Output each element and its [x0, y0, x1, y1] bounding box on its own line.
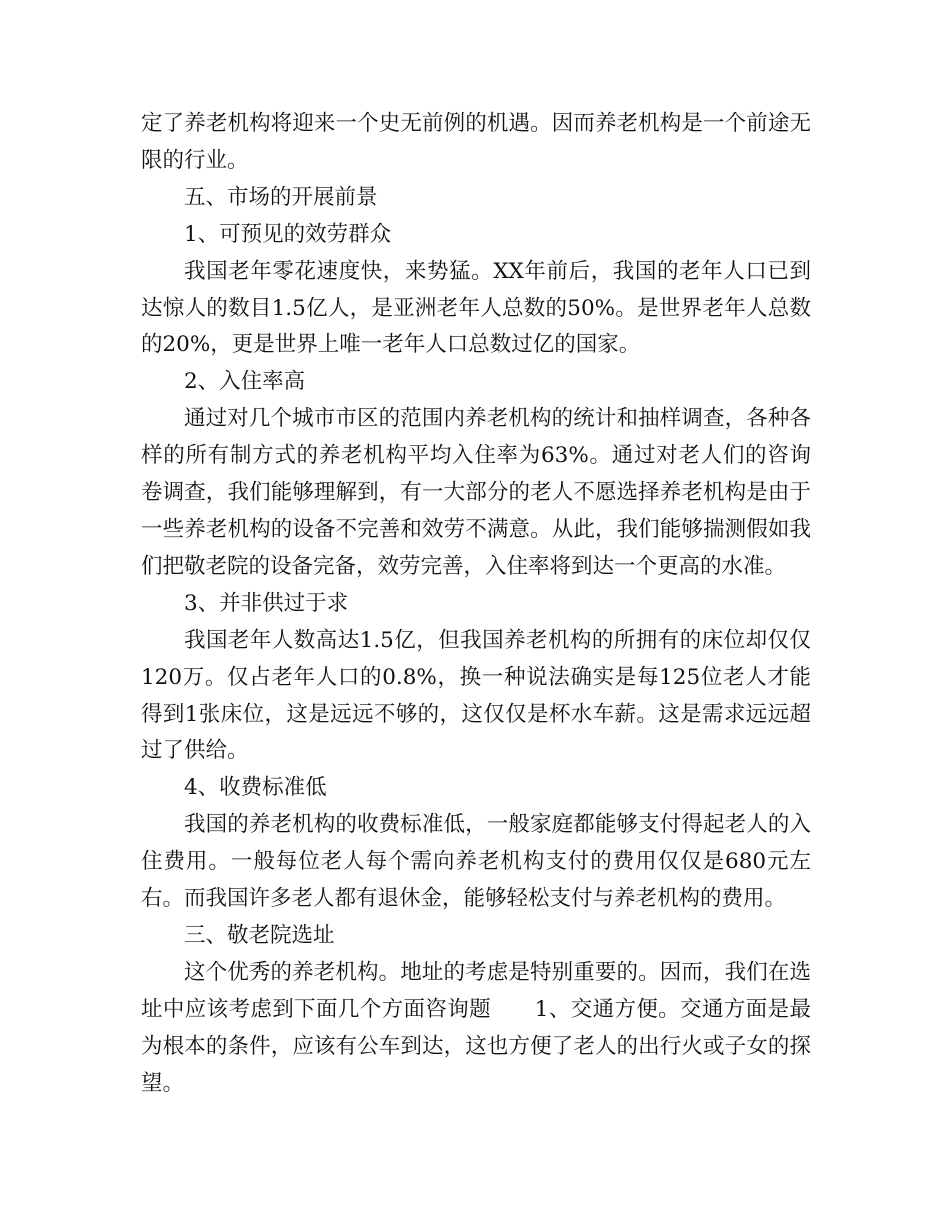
paragraph-intro-continuation: 定了养老机构将迎来一个史无前例的机遇。因而养老机构是一个前途无限的行业。 — [141, 111, 811, 173]
paragraph-site-selection: 这个优秀的养老机构。地址的考虑是特别重要的。因而，我们在选址中应该考虑到下面几个方面咨询题 1、交通方便。交通方面是最为根本的条件，应该有公车到达，这也方便了老人的出行火或子女的探望。 — [141, 959, 811, 1096]
paragraph-fee-standard: 我国的养老机构的收费标准低，一般家庭都能够支付得起老人的入住费用。一般每位老人每个需向养老机构支付的费用仅仅是680元左右。而我国许多老人都有退休金，能够轻松支付与养老机构的费用。 — [141, 812, 811, 912]
subheading-low-fees: 4、收费标准低 — [184, 775, 327, 801]
subheading-not-oversupplied: 3、并非供过于求 — [184, 590, 349, 616]
paragraph-occupancy-survey: 通过对几个城市市区的范围内养老机构的统计和抽样调查，各种各样的所有制方式的养老机构平均入住率为63%。通过对老人们的咨询卷调查，我们能够理解到，有一大部分的老人不愿选择养老机构是由于一些养老机构的设备不完善和效劳不满意。从此，我们能够揣测假如我们把敬老院的设备完备，效劳完善，入住率将到达一个更高的水准。 — [141, 406, 811, 579]
subheading-foreseeable-customers: 1、可预见的效劳群众 — [184, 221, 392, 247]
paragraph-bed-shortage: 我国老年人数高达1.5亿，但我国养老机构的所拥有的床位却仅仅120万。仅占老年人口的0.8%，换一种说法确实是每125位老人才能得到1张床位，这是远远不够的，这仅仅是杯水车薪。这是需求远远超过了供给。 — [141, 627, 811, 764]
section-heading-market-prospects: 五、市场的开展前景 — [184, 184, 378, 210]
paragraph-aging-population: 我国老年零花速度快，来势猛。XX年前后，我国的老年人口已到达惊人的数目1.5亿人，是亚洲老年人总数的50%。是世界老年人总数的20%，更是世界上唯一老年人口总数过亿的国家。 — [141, 258, 811, 358]
section-heading-site-selection: 三、敬老院选址 — [184, 922, 335, 948]
subheading-high-occupancy: 2、入住率高 — [184, 369, 306, 395]
document-body — [141, 106, 811, 1102]
